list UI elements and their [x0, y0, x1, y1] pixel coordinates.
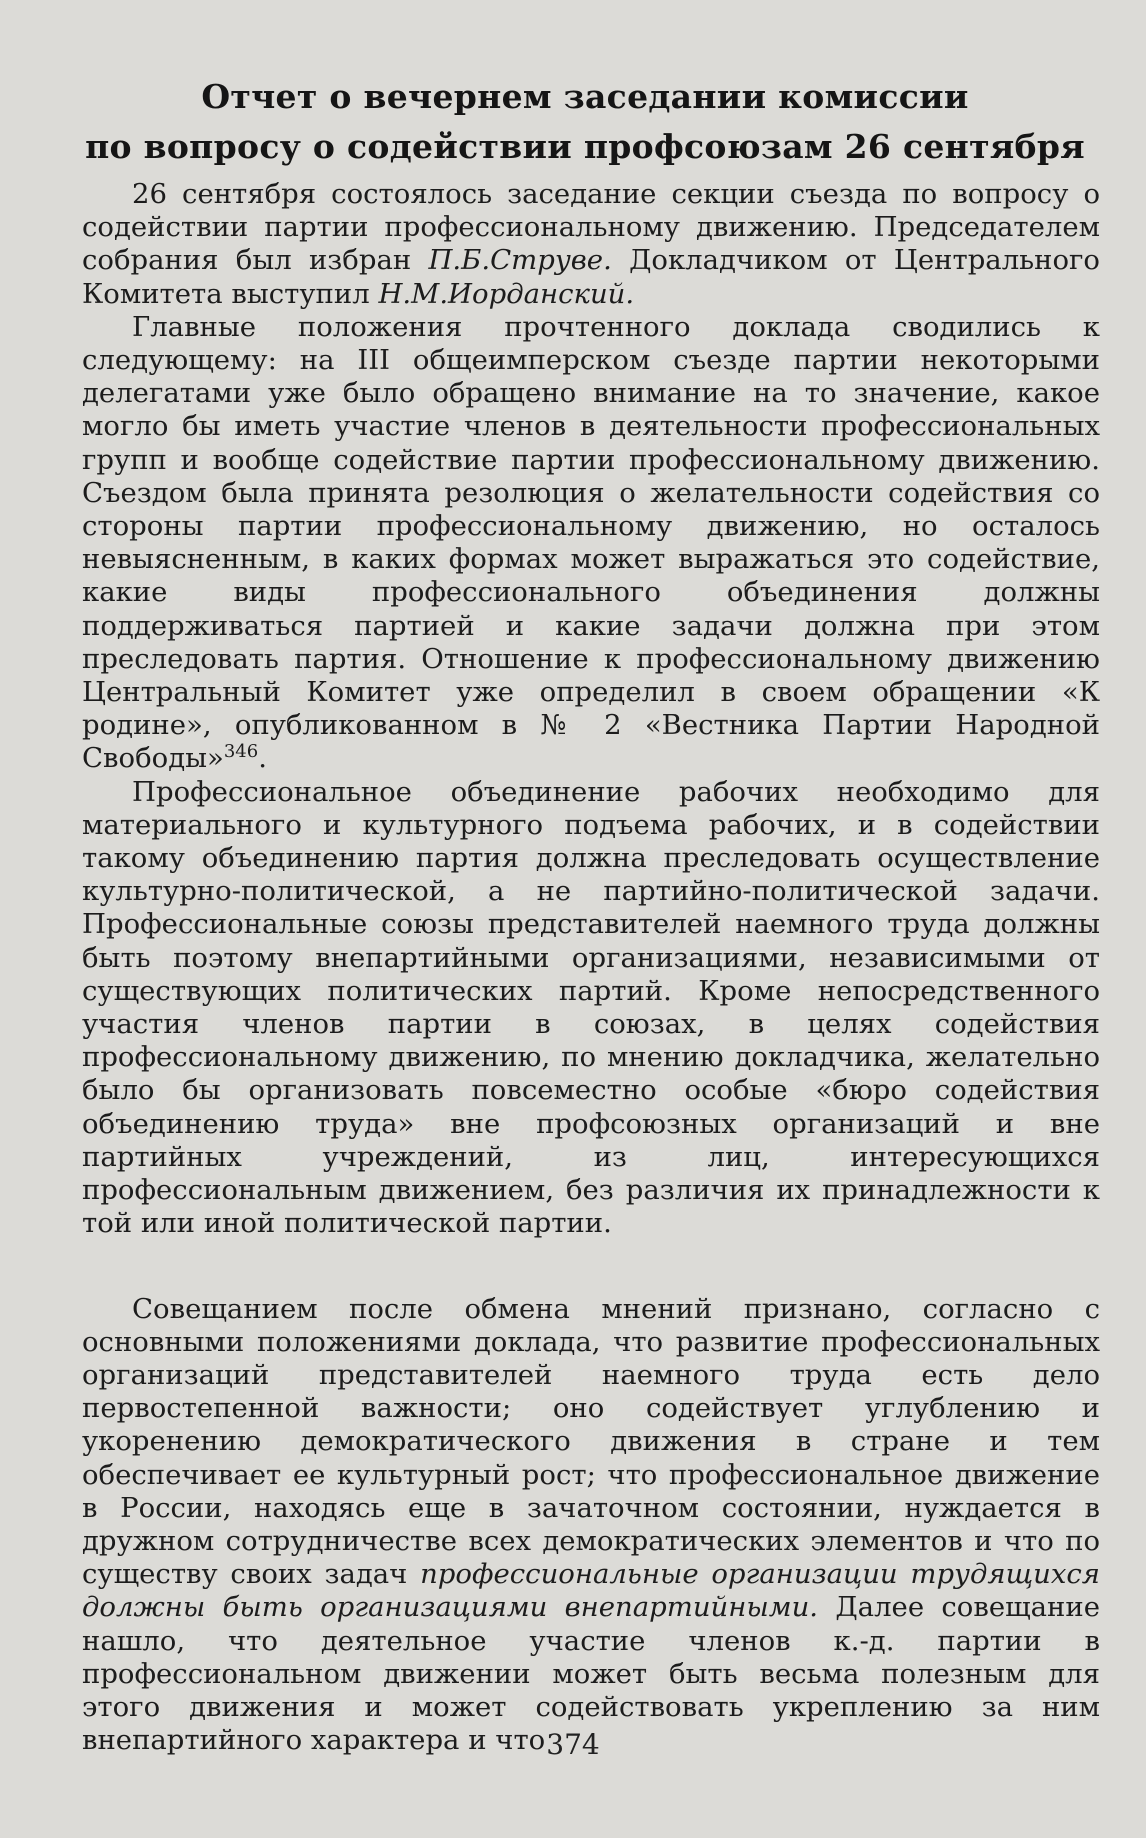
paragraph-4-text-a: Совещанием после обмена мнений признано, согласно с основными положениями доклада, что развитие профессиональных организаций представителей наемного труда есть дело первостепенной важности; оно содействует углублению и укоренению демократического движения в стране и тем обеспечивает ее культурный рост; что профессиональное движение в России, находясь еще в зачаточном состоянии, нуждается в дружном сотрудничестве всех демократических элементов и что по существу своих задач: [82, 1292, 1100, 1591]
page-number: 374: [546, 1728, 600, 1761]
paragraph-1-text-a: 26 сентября состоялось заседание секции съезда по вопросу о содействии партии профессиональному движению. Председателем собрания был избран: [82, 178, 1100, 277]
paragraph-2-text: Главные положения прочтенного доклада сводились к следующему: на III общеимперском съезде партии некоторыми делегатами уже было обращено внимание на то значение, какое могло бы иметь участие членов в деятельности профессиональных групп и вообще содействие партии профессиональному движению. Съездом была принята резолюция о желательности содействия со стороны партии профессиональному движению, но осталось невыясненным, в каких формах может выражаться это содействие, какие виды профессионального объединения должны поддерживаться партией и какие задачи должна при этом преследовать партия. Отношение к профессиональному движению Центральный Комитет уже определил в своем обращении «К родине», опубликованном в № 2 «Вестника Партии Народной Свободы»: [82, 310, 1100, 775]
paragraph-2-end: .: [258, 742, 267, 775]
paragraph-4-italic: профессиональные организации трудящихся должны быть организациями внепартийными.: [82, 1558, 1100, 1624]
paragraph-3: [82, 776, 1100, 1241]
chairman-name: П.Б.Струве.: [428, 244, 612, 277]
report-title: [70, 72, 1100, 172]
paragraph-4: [82, 1293, 1100, 1758]
title-line-1: Отчет о вечернем заседании комиссии: [201, 77, 969, 116]
speaker-name: Н.М.Иорданский.: [378, 277, 635, 310]
title-line-2: по вопросу о содействии профсоюзам 26 сентября: [85, 127, 1085, 166]
paragraph-1: [82, 178, 1100, 311]
paragraph-1-text-b: Докладчиком от Центрального Комитета выступил: [82, 244, 1100, 310]
footnote-ref: 346: [223, 741, 259, 763]
paragraph-3-text: Профессиональное объединение рабочих необходимо для материального и культурного подъема рабочих, и в содействии такому объединению партия должна преследовать осуществление культурно-политической, а не партийно-политической задачи. Профессиональные союзы представителей наемного труда должны быть поэтому внепартийными организациями, независимыми от существующих политических партий. Кроме непосредственного участия членов партии в союзах, в целях содействия профессиональному движению, по мнению докладчика, желательно было бы организовать повсеместно особые «бюро содействия объединению труда» вне профсоюзных организаций и вне партийных учреждений, из лиц, интересующихся профессиональным движением, без различия их принадлежности к той или иной политической партии.: [82, 775, 1100, 1240]
paragraph-4-text-b: Далее совещание нашло, что деятельное участие членов к.-д. партии в профессиональном движении может быть весьма полезным для этого движения и может содействовать укреплению за ним внепартийного характера и что: [82, 1591, 1100, 1757]
paragraph-2: [82, 311, 1100, 776]
report-body: [82, 178, 1100, 1757]
